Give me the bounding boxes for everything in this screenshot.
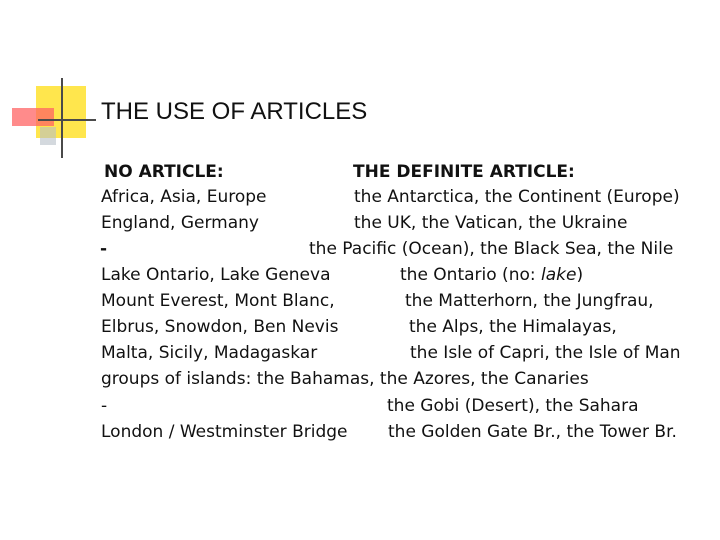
row-4-right-italic: lake xyxy=(541,265,577,285)
row-10-left: London / Westminster Bridge xyxy=(101,422,348,442)
decorative-horizontal-line xyxy=(38,119,96,121)
row-4-left: Lake Ontario, Lake Geneva xyxy=(101,265,331,285)
row-10-right: the Golden Gate Br., the Tower Br. xyxy=(388,422,677,442)
header-definite-article: THE DEFINITE ARTICLE: xyxy=(353,162,575,182)
row-4-right-close: ) xyxy=(576,265,584,285)
decorative-vertical-line xyxy=(61,78,63,158)
header-no-article: NO ARTICLE: xyxy=(104,162,224,182)
row-2-right: the UK, the Vatican, the Ukraine xyxy=(354,213,628,233)
row-2-left: England, Germany xyxy=(101,213,259,233)
row-5-left: Mount Everest, Mont Blanc, xyxy=(101,291,335,311)
row-1-right: the Antarctica, the Continent (Europe) xyxy=(354,187,680,207)
decorative-red-bar xyxy=(12,108,54,126)
row-3-left: - xyxy=(100,239,108,259)
row-7-left: Malta, Sicily, Madagaskar xyxy=(101,343,318,363)
row-4-right-text: the Ontario (no: xyxy=(400,265,541,285)
row-7-right: the Isle of Capri, the Isle of Man xyxy=(410,343,681,363)
row-1-left: Africa, Asia, Europe xyxy=(101,187,267,207)
row-5-right: the Matterhorn, the Jungfrau, xyxy=(405,291,654,311)
row-9-right: the Gobi (Desert), the Sahara xyxy=(387,396,639,416)
decorative-gray-square xyxy=(40,127,56,145)
row-6-right: the Alps, the Himalayas, xyxy=(409,317,617,337)
row-8-full: groups of islands: the Bahamas, the Azores, the Canaries xyxy=(101,369,589,389)
row-4-right xyxy=(400,265,583,285)
row-6-left: Elbrus, Snowdon, Ben Nevis xyxy=(101,317,339,337)
row-9-left: - xyxy=(101,396,108,416)
row-3-right: the Pacific (Ocean), the Black Sea, the Nile xyxy=(309,239,674,259)
slide-title: THE USE OF ARTICLES xyxy=(101,98,368,125)
